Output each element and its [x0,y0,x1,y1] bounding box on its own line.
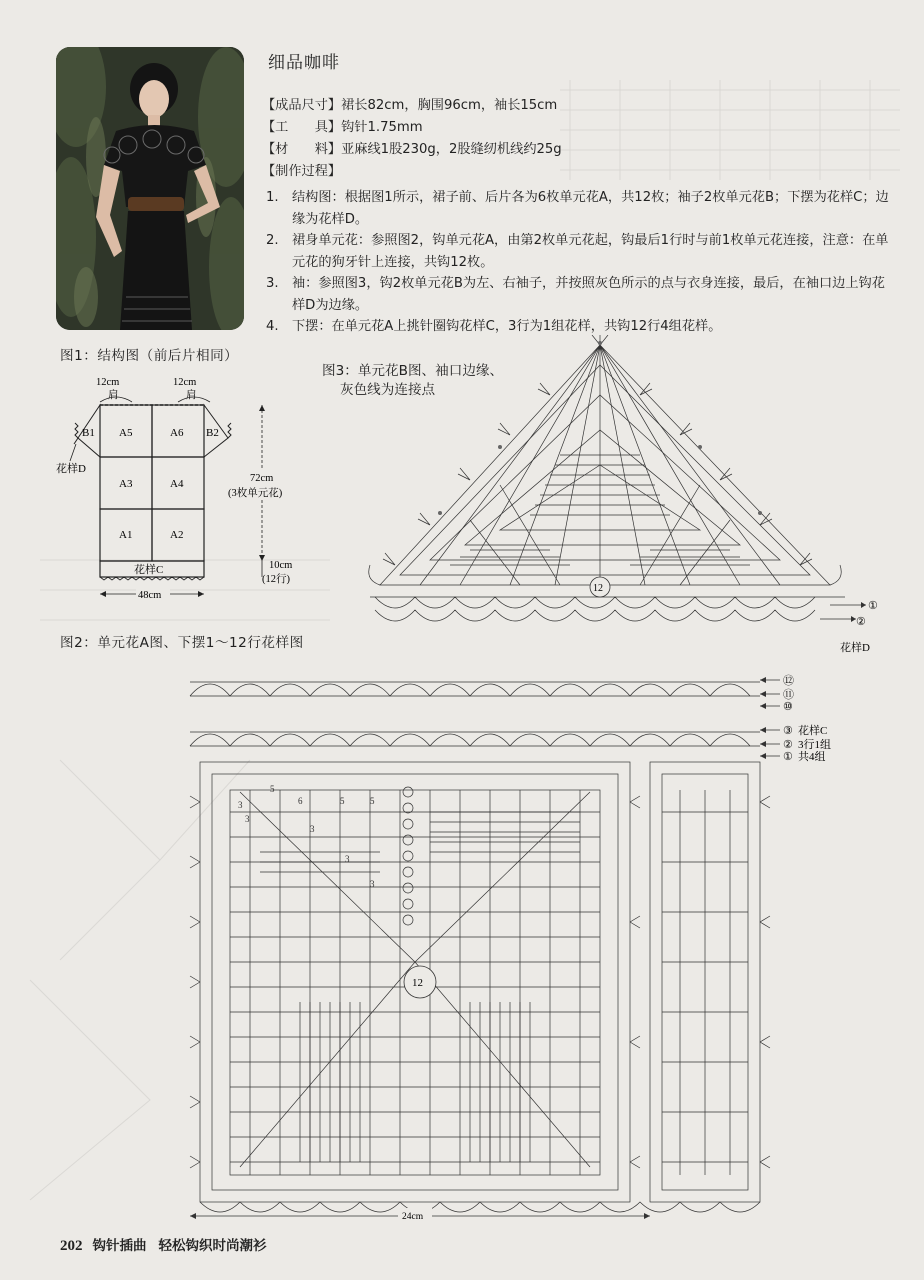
step-text: 裙身单元花：参照图2，钩单元花A，由第2枚单元花起，钩最后1行时与前1枚单元花连接，注意：在单元花的狗牙针上连接，共钩12枚。 [292,233,889,270]
svg-text:3: 3 [345,854,350,864]
fig3-caption-line2: 灰色线为连接点 [340,382,436,398]
fig2-row-12: ⑫ [783,675,794,687]
fig2-group-label: 3行1组 [798,739,831,751]
model-photo-image [56,47,244,330]
fig1-cell-a2: A2 [170,529,184,541]
pattern-title: 细品咖啡 [268,53,340,73]
footer-section: 钩针插曲 [92,1238,147,1254]
fig2-row-10: ⑩ [783,701,793,713]
footer-book-title: 轻松钩织时尚潮衫 [158,1238,267,1254]
fig1-cell-a5: A5 [119,427,133,439]
fig3-center-number: 12 [593,583,603,594]
spec-label: 【成品尺寸】 [262,98,342,113]
fig1-shoulder-right-label: 肩 [186,390,197,401]
step-number: 4. [266,319,279,334]
fig2-row-11: ⑪ [783,689,794,701]
fig2-caption: 图2：单元花A图、下摆1～12行花样图 [60,635,304,651]
spec-tools [262,118,423,138]
spec-label: 【工 具】 [262,120,342,135]
svg-text:6: 6 [298,796,303,806]
model-photo [56,47,244,330]
svg-text:5: 5 [270,784,275,794]
fig1-shoulder-left-width: 12cm [96,377,120,388]
svg-text:5: 5 [340,796,345,806]
fig2-motif-chart [180,662,860,1227]
fig1-edge-label: 花样D [56,463,86,475]
step-number: 2. [266,233,279,248]
fig1-hem-label: 花样C [134,564,164,576]
spec-materials [262,140,562,160]
svg-text:3: 3 [310,824,315,834]
spec-value: 钩针1.75mm [341,120,423,135]
spec-value: 裙长82cm，胸围96cm，袖长15cm [341,98,558,113]
fig2-row-1: ① [783,751,793,763]
fig1-sleeve-b1: B1 [82,427,95,439]
fig1-cell-a3: A3 [119,478,133,490]
step-number: 1. [266,190,279,205]
step-text: 下摆：在单元花A上挑针圈钩花样C，3行为1组花样，共钩12行4组花样。 [292,319,722,334]
fig3-edge-label: 花样D [840,642,870,654]
svg-text:3: 3 [245,814,250,824]
fig1-cell-a1: A1 [119,529,133,541]
fig1-sleeve-b2: B2 [206,427,219,439]
step-number: 3. [266,276,279,291]
fig1-hem-length: 10cm [269,560,293,571]
step-2 [266,230,896,273]
fig2-pattern-label: 花样C [798,725,828,737]
step-3 [266,273,896,316]
fig2-group-count: 共4组 [798,751,826,763]
page-footer [60,1234,267,1255]
fig1-shoulder-right-width: 12cm [173,377,197,388]
fig1-width: 48cm [138,590,162,601]
svg-text:3: 3 [370,879,375,889]
fig3-sleeve-chart [350,335,910,660]
svg-text:5: 5 [370,796,375,806]
spec-label: 【材 料】 [262,142,342,157]
fig2-row-2: ② [783,739,793,751]
step-1 [266,187,896,230]
fig1-body-length: 72cm [250,473,274,484]
fig1-cell-a4: A4 [170,478,184,490]
fig1-cell-a6: A6 [170,427,184,439]
fig1-hem-rows: (12行) [262,574,290,585]
spec-process [262,162,341,182]
fig3-mark-1: ① [868,600,878,612]
spec-finished-size [262,96,557,116]
instruction-steps [266,187,896,338]
spec-label: 【制作过程】 [262,164,342,179]
fig1-structure-diagram [56,372,356,612]
svg-text:3: 3 [238,800,243,810]
fig2-row-3: ③ [783,725,793,737]
fig3-mark-2: ② [856,616,866,628]
fig1-shoulder-left-label: 肩 [108,390,119,401]
fig1-body-note: (3枚单元花) [228,488,283,499]
fig1-caption: 图1：结构图（前后片相同） [60,348,239,364]
step-text: 结构图：根据图1所示，裙子前、后片各为6枚单元花A，共12枚；袖子2枚单元花B；下摆为花样C；边缘为花样D。 [292,190,889,227]
step-text: 袖：参照图3，钩2枚单元花B为左、右袖子，并按照灰色所示的点与衣身连接，最后，在袖口边上钩花样D为边缘。 [292,276,885,313]
page-number: 202 [60,1238,83,1254]
fig2-width: 24cm [402,1212,424,1222]
fig2-center-number: 12 [412,977,423,989]
spec-value: 亚麻线1股230g，2股缝纫机线约25g [341,142,562,157]
fig3-caption-line1: 图3：单元花B图、袖口边缘、 [322,363,504,379]
